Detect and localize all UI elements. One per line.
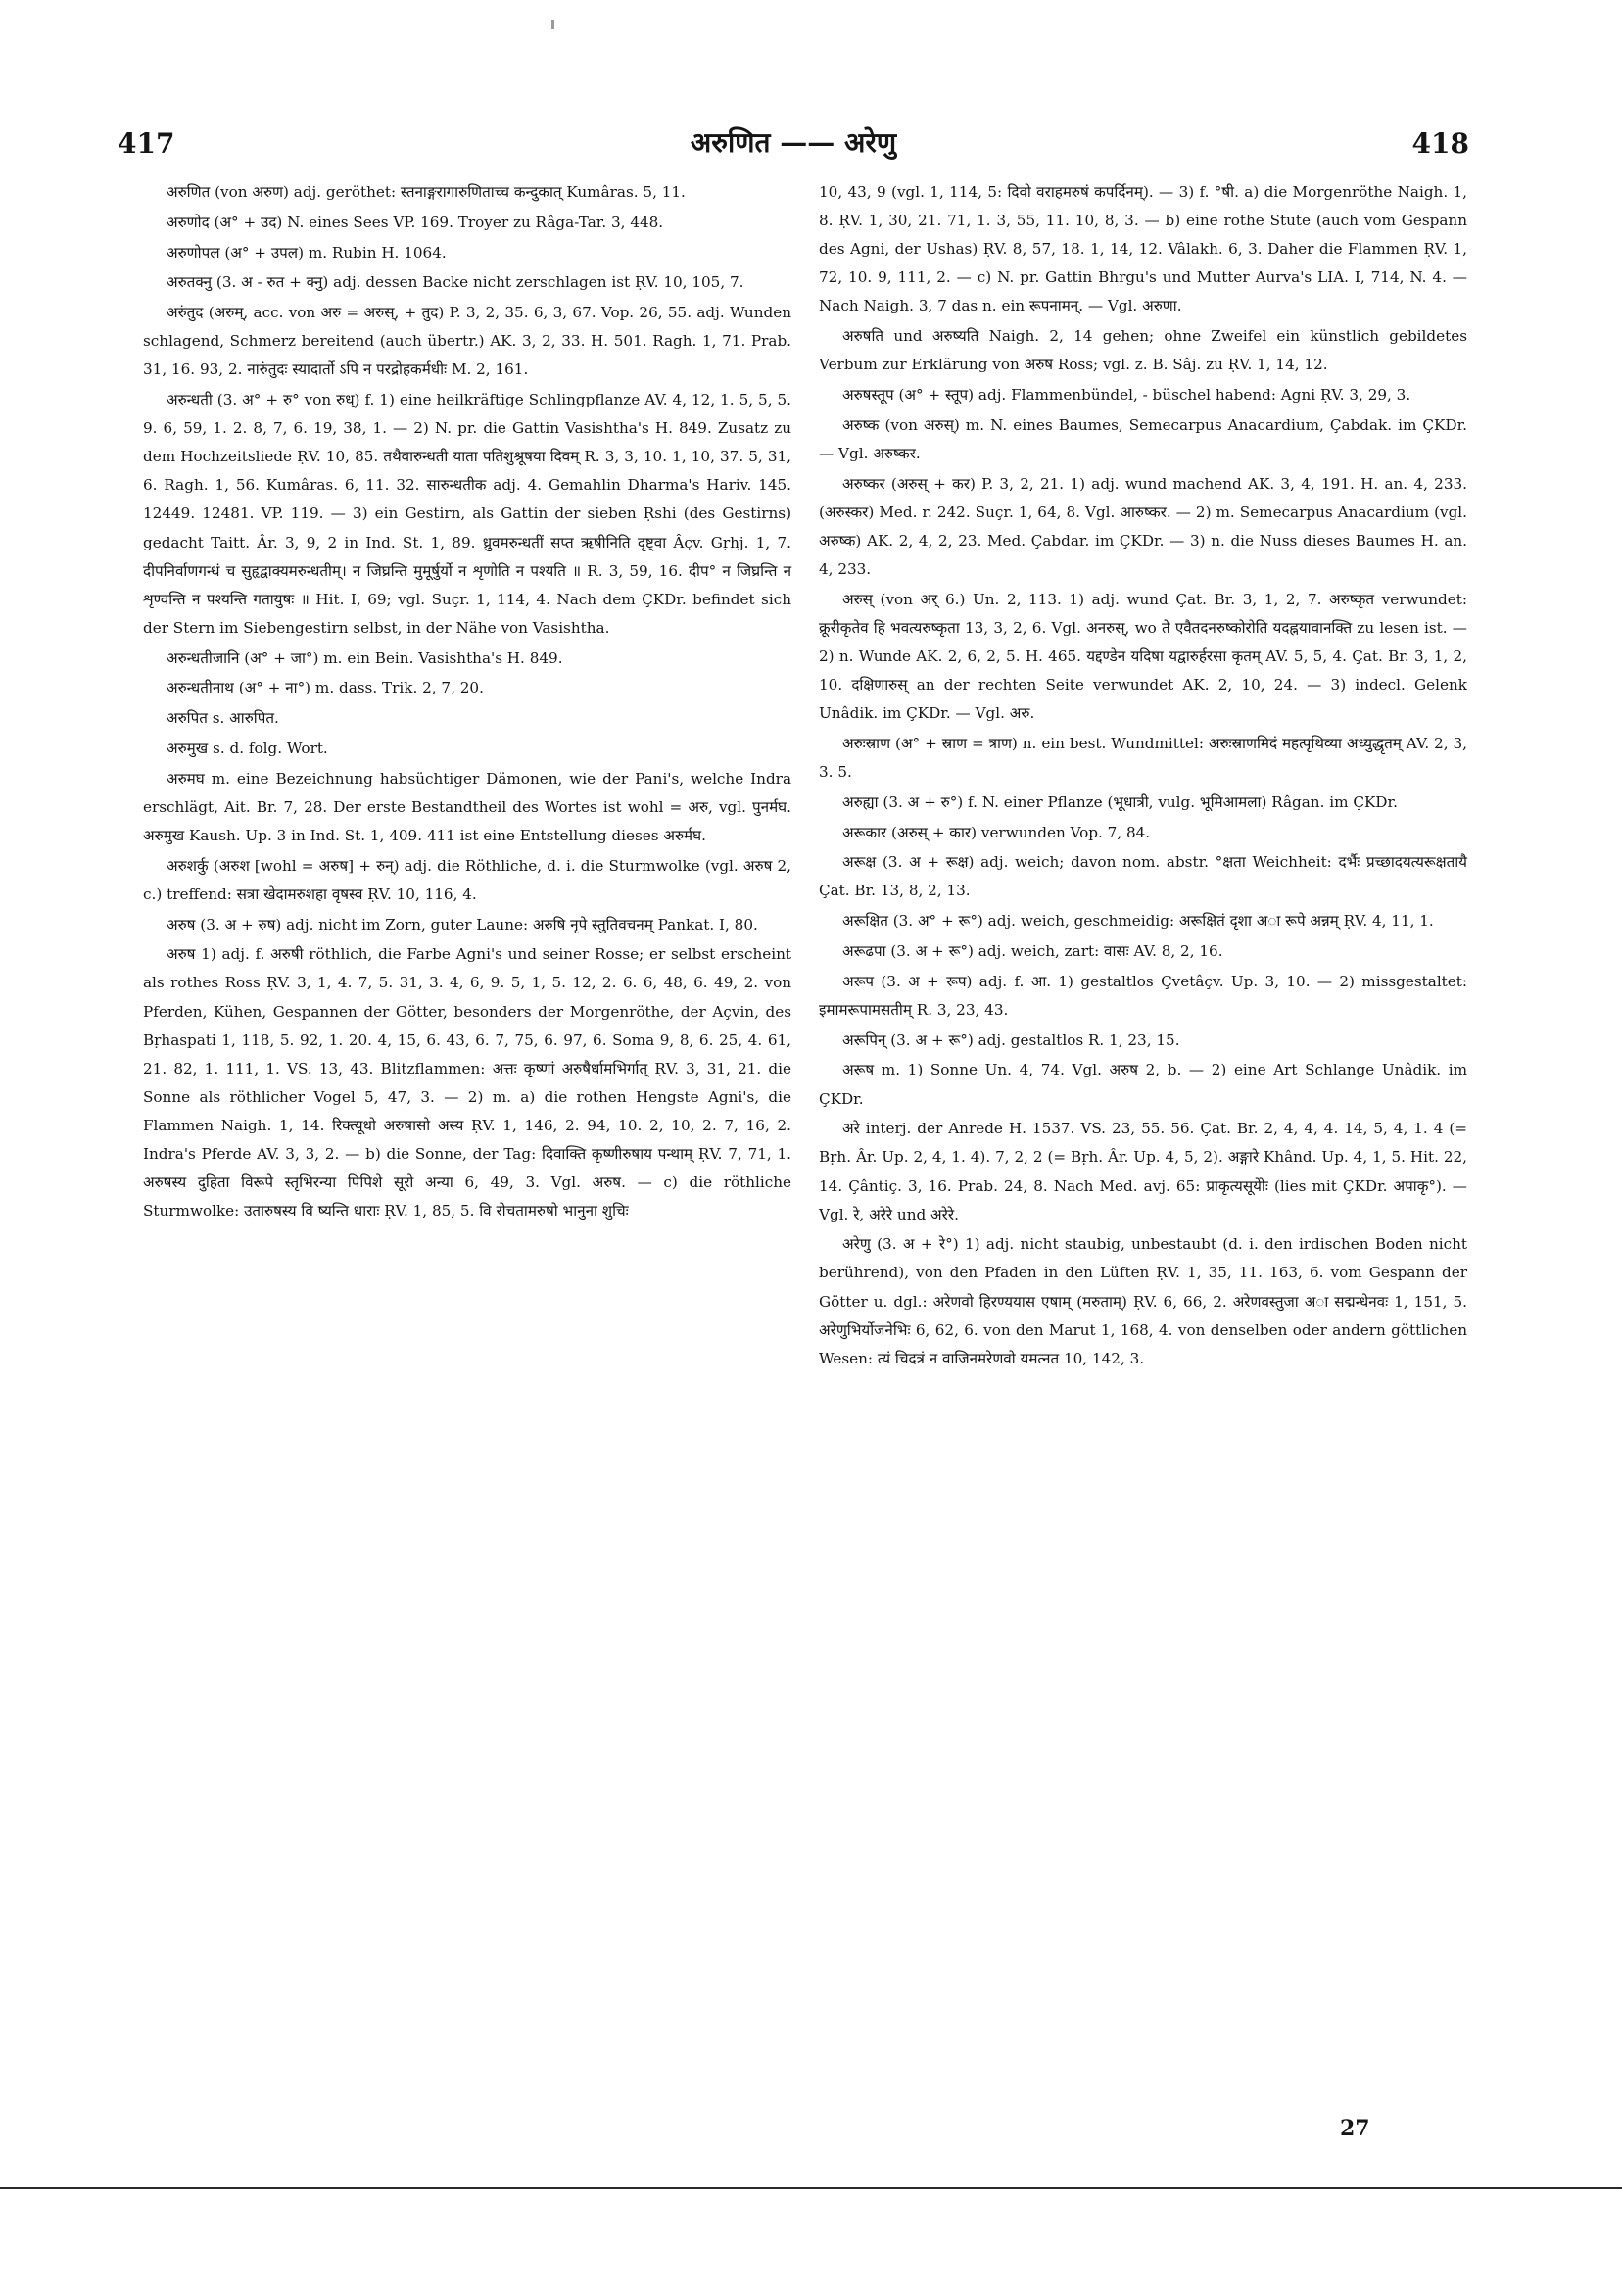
dictionary-entry: अरुह्या (3. अ + रु°) f. N. einer Pflanze (भूधात्री, vulg. भूमिआमला) Râgan. im ÇKDr.: [842, 792, 1398, 811]
page-header: [118, 118, 1469, 167]
dictionary-entry: अरुपित s. आरुपित.: [167, 709, 279, 728]
dictionary-entry: अरूक्ष (3. अ + रूक्ष) adj. weich; davon nom. abstr. °क्षता Weichheit: दर्भैः प्रच्छादयत्यरूक्षतायै Çat. Br. 13, 8, 2, 13.: [819, 853, 1467, 900]
dictionary-entry: अरूढपा (3. अ + रू°) adj. weich, zart: वासः AV. 8, 2, 16.: [842, 942, 1223, 960]
running-head: अरुणित —— अरेणु: [690, 126, 897, 159]
dictionary-entry-continuation: 10, 43, 9 (vgl. 1, 114, 5: दिवो वराहमरुषं कपर्दिनम्). — 3) f. °षी. a) die Morgenröthe Naigh. 1, 8. ṚV. 1, 30, 21. 71, 1. 3, 55, 11. 10, 8, 3. — b) eine rothe Stute (auch vom Gespann des Agni, der Ushas) ṚV. 8, 57, 18. 1, 14, 12. Vâlakh. 6, 3. Daher die Flammen ṚV. 1, 72, 10. 9, 111, 2. — c) N. pr. Gattin Bhrgu's und Mutter Aurva's LIA. I, 714, N. 4. — Nach Naigh. 3, 7 das n. ein रूपनामन्. — Vgl. अरुणा.: [819, 183, 1467, 315]
scan-mark: [551, 20, 554, 29]
dictionary-entry: अरुमघ m. eine Bezeichnung habsüchtiger Dämonen, wie der Pani's, welche Indra erschlägt, Ait. Br. 7, 28. Der erste Bestandtheil des Wortes ist wohl = अरु, vgl. पुनर्मघ. अरुमुख Kaush. Up. 3 in Ind. St. 1, 409. 411 ist eine Entstellung dieses अरुर्मघ.: [143, 769, 791, 844]
signature-mark: 27: [1340, 2116, 1370, 2141]
dictionary-entry: अरुष्क (von अरुस्) m. N. eines Baumes, Semecarpus Anacardium, Çabdak. im ÇKDr. — Vgl. अरुष्कर.: [819, 415, 1467, 462]
dictionary-entry: अरुन्धती (3. अ° + रु° von रुध्) f. 1) eine heilkräftige Schlingpflanze AV. 4, 12, 1. 5, 5, 5. 9. 6, 59, 1. 2. 8, 7, 6. 19, 38, 1. — 2) N. pr. die Gattin Vasishtha's H. 849. Zusatz zu dem Hochzeitsliede ṚV. 10, 85. तथैवारुन्धती याता पतिशुश्रूषया दिवम् R. 3, 3, 10. 1, 10, 37. 5, 31, 6. Ragh. 1, 56. Kumâras. 6, 11. 32. सारुन्धतीक adj. 4. Gemahlin Dharma's Hariv. 145. 12449. 12481. VP. 119. — 3) ein Gestirn, als Gattin der sieben Ṛshi (des Gestirns) gedacht Taitt. Âr. 3, 9, 2 in Ind. St. 1, 89. ध्रुवमरुन्धतीं सप्त ऋषीनिति दृष्ट्वा Âçv. Gṛhj. 1, 7. दीपनिर्वाणगन्धं च सुहृद्वाक्यमरुन्धतीम्। न जिघ्रन्ति मुमूर्षुर्यो न शृणोति न पश्यति ॥ R. 3, 59, 16. दीप° न जिघ्रन्ति न शृण्वन्ति न पश्यन्ति गतायुषः ॥ Hit. I, 69; vgl. Suçr. 1, 114, 4. Nach dem ÇKDr. befindet sich der Stern im Siebengestirn selbst, in der Nähe von Vasishtha.: [143, 391, 791, 637]
bottom-rule: [0, 2187, 1622, 2189]
dictionary-entry: अरुषति und अरुष्यति Naigh. 2, 14 gehen; ohne Zweifel ein künstlich gebildetes Verbum zur Erklärung von अरुष Ross; vgl. z. B. Sâj. zu ṚV. 1, 14, 12.: [819, 327, 1467, 374]
left-column: [143, 178, 791, 1227]
dictionary-entry: अरेणु (3. अ + रे°) 1) adj. nicht staubig, unbestaubt (d. i. den irdischen Boden nicht berührend), von den Pfaden in den Lüften ṚV. 1, 35, 11. 163, 6. vom Gespann der Götter u. dgl.: अरेणवो हिरण्ययास एषाम् (मरुताम्) ṚV. 6, 66, 2. अरेणवस्तुजा अा सद्मन्धेनवः 1, 151, 5. अरेणुभिर्योजनेभिः 6, 62, 6. von den Marut 1, 168, 4. von denselben oder andern göttlichen Wesen: त्यं चिदत्रं न वाजिनमरेणवो यमत्नत 10, 142, 3.: [819, 1235, 1467, 1367]
dictionary-entry: अरुस् (von अर् 6.) Un. 2, 113. 1) adj. wund Çat. Br. 3, 1, 2, 7. अरुष्कृत verwundet: क्रूरीकृतेव हि भवत्यरुष्कृता 13, 3, 2, 6. Vgl. अनरुस्, wo ते एवैतदनरुष्कोरोति यदह्नयावानक्ति zu lesen ist. — 2) n. Wunde AK. 2, 6, 2, 5. H. 465. यद्दण्डेन यदिषा यद्वारुर्हरसा कृतम् AV. 5, 5, 4. Çat. Br. 3, 1, 2, 10. दक्षिणारुस् an der rechten Seite verwundet AK. 2, 10, 24. — 3) indecl. Gelenk Unâdik. im ÇKDr. — Vgl. अरु.: [819, 590, 1467, 723]
dictionary-entry: अरुन्धतीनाथ (अ° + ना°) m. dass. Trik. 2, 7, 20.: [167, 679, 484, 697]
dictionary-entry: अरूकार (अरुस् + कार) verwunden Vop. 7, 84.: [842, 823, 1151, 841]
dictionary-entry: अरुष्कर (अरुस् + कर) P. 3, 2, 21. 1) adj. wund machend AK. 3, 4, 191. H. an. 4, 233. (अरुस्कर) Med. r. 242. Suçr. 1, 64, 8. Vgl. आरुष्कर. — 2) m. Semecarpus Anacardium (vgl. अरुष्क) AK. 2, 4, 2, 23. Med. Çabdar. im ÇKDr. — 3) n. die Nuss dieses Baumes H. an. 4, 233.: [819, 474, 1467, 578]
dictionary-entry: अरूष m. 1) Sonne Un. 4, 74. Vgl. अरुष 2, b. — 2) eine Art Schlange Unâdik. im ÇKDr.: [819, 1061, 1467, 1108]
dictionary-entry: अरुतक्नु (3. अ - रुत + क्नु) adj. dessen Backe nicht zerschlagen ist ṚV. 10, 105, 7.: [167, 273, 744, 292]
dictionary-entry: अरुशर्कु (अरुश [wohl = अरुष] + रुन्) adj. die Röthliche, d. i. die Sturmwolke (vgl. अरुष 2, c.) treffend: सत्रा खेदामरुशहा वृषस्व ṚV. 10, 116, 4.: [143, 856, 791, 903]
dictionary-entry: अरूक्षित (3. अ° + रू°) adj. weich, geschmeidig: अरूक्षितं दृशा अा रूपे अन्नम् ṚV. 4, 11, 1.: [842, 912, 1434, 931]
dictionary-entry: अरुःस्राण (अ° + स्राण = त्राण) n. ein best. Wundmittel: अरुःस्राणमिदं महत्पृथिव्या अध्युद्धृतम् AV. 2, 3, 3. 5.: [819, 734, 1467, 781]
dictionary-entry: अरुष (3. अ + रुष) adj. nicht im Zorn, guter Laune: अरुषि नृपे स्तुतिवचनम् Pankat. I, 80.: [167, 915, 758, 933]
dictionary-entry: अरूप (3. अ + रूप) adj. f. आ. 1) gestaltlos Çvetâçv. Up. 3, 10. — 2) missgestaltet: इमामरूपामसतीम् R. 3, 23, 43.: [819, 972, 1467, 1019]
page-number-right: 418: [1411, 127, 1469, 160]
dictionary-entry: अरुमुख s. d. folg. Wort.: [167, 739, 328, 757]
dictionary-entry: अरूपिन् (3. अ + रू°) adj. gestaltlos R. 1, 23, 15.: [842, 1030, 1180, 1049]
dictionary-entry: अरुणोपल (अ° + उपल) m. Rubin H. 1064.: [167, 243, 447, 262]
page-number-left: 417: [118, 127, 175, 160]
dictionary-entry: अरुणित (von अरुण) adj. geröthet: स्तनाङ्गरागारुणिताच्च कन्दुकात् Kumâras. 5, 11.: [167, 183, 686, 201]
dictionary-entry: अरे interj. der Anrede H. 1537. VS. 23, 55. 56. Çat. Br. 2, 4, 4, 4. 14, 5, 4, 1. 4 (= Bṛh. Âr. Up. 2, 4, 1. 4). 7, 2, 2 (= Bṛh. Âr. Up. 4, 5, 2). अङ्गारे Khând. Up. 4, 1, 5. Hit. 22, 14. Çântiç. 3, 16. Prab. 24, 8. Nach Med. avj. 65: प्राकृत्यसूयेोः (lies mit ÇKDr. अपाकृ°). — Vgl. रे, अरेरे und अरेरे.: [819, 1120, 1467, 1223]
dictionary-entry: अरुंतुद (अरुम्, acc. von अरु = अरुस्, + तुद) P. 3, 2, 35. 6, 3, 67. Vop. 26, 55. adj. Wunden schlagend, Schmerz bereitend (auch übertr.) AK. 3, 2, 33. H. 501. Ragh. 1, 71. Prab. 31, 16. 93, 2. नारुंतुदः स्यादार्तो ऽपि न परद्रोहकर्मधीः M. 2, 161.: [143, 304, 791, 379]
right-column: [819, 178, 1467, 1375]
dictionary-entry: अरुणोद (अ° + उद) N. eines Sees VP. 169. Troyer zu Râga-Tar. 3, 448.: [167, 213, 664, 231]
dictionary-entry: अरुषस्तूप (अ° + स्तूप) adj. Flammenbündel, - büschel habend: Agni ṚV. 3, 29, 3.: [842, 386, 1411, 405]
dictionary-entry: अरुन्धतीजानि (अ° + जा°) m. ein Bein. Vasishtha's H. 849.: [167, 648, 563, 667]
dictionary-entry: अरुष 1) adj. f. अरुषी röthlich, die Farbe Agni's und seiner Rosse; er selbst erscheint als rothes Ross ṚV. 3, 1, 4. 7, 5. 31, 3. 4, 6, 9. 5, 1, 5. 12, 2. 6. 6, 48, 6. 49, 2. von Pferden, Kühen, Gespannen der Götter, besonders der Morgenröthe, der Açvin, des Bṛhaspati 1, 118, 5. 92, 1. 20. 4, 15, 6. 43, 6. 7, 75, 6. 97, 6. Soma 9, 8, 6. 25, 4. 61, 21. 82, 1. 111, 1. VS. 13, 43. Blitzflammen: अत्तः कृष्णां अरुषैर्धामभिर्गात् ṚV. 3, 31, 21. die Sonne als röthlicher Vogel 5, 47, 3. — 2) m. a) die rothen Hengste Agni's, die Flammen Naigh. 1, 14. रिक्त्यूधो अरुषासो अस्य ṚV. 1, 146, 2. 94, 10. 2, 10, 2. 7, 16, 2. Indra's Pferde AV. 3, 3, 2. — b) die Sonne, der Tag: दिवाक्ति कृष्णीरुषाय पन्थाम् ṚV. 7, 71, 1. अरुषस्य दुहिता विरूपे स्तृभिरन्या पिपिशे सूरो अन्या 6, 49, 3. Vgl. अरुष. — c) die röthliche Sturmwolke: उतारुषस्य वि ष्यन्ति धाराः ṚV. 1, 85, 5. वि रोचतामरुषो भानुना शुचिः: [143, 945, 791, 1220]
